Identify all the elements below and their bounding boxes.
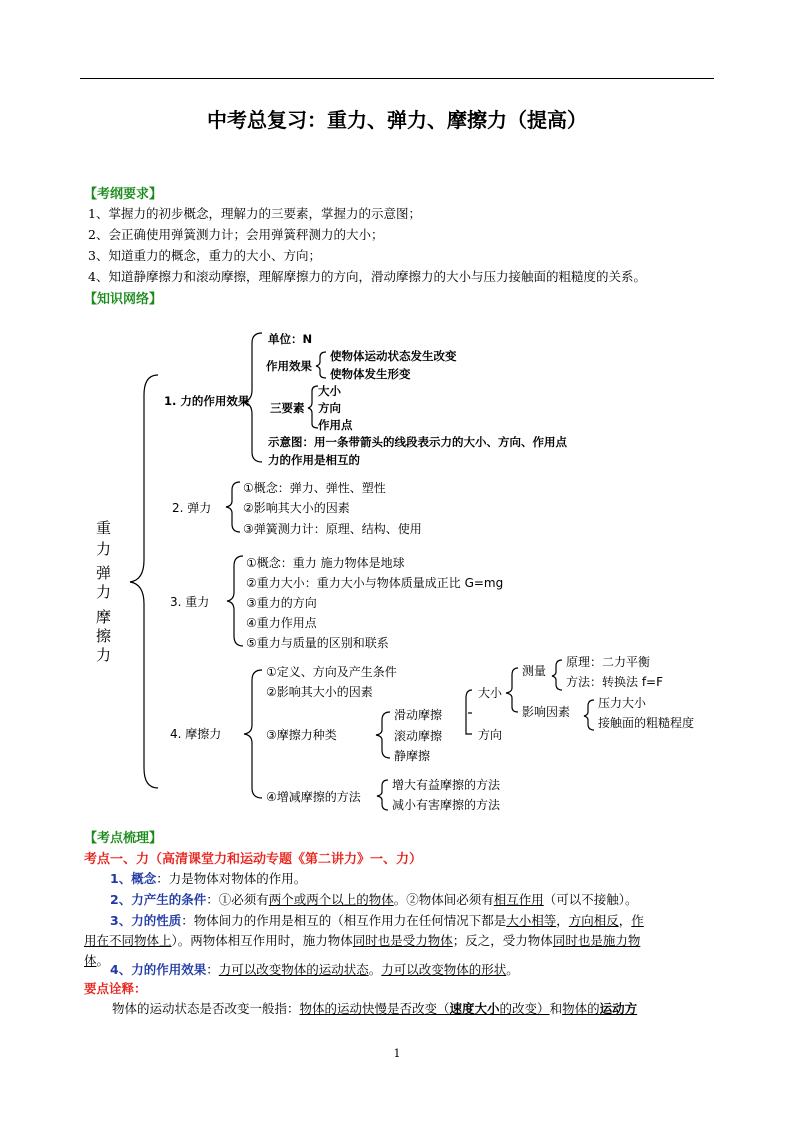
point-4-text-b: 力可以改变物体的运动状态 bbox=[218, 962, 369, 977]
elastic-item-3: ③弹簧测力计：原理、结构、使用 bbox=[243, 522, 422, 536]
friction-item-3: ③摩擦力种类 bbox=[266, 728, 337, 742]
point-2-text-a: ：①必须有 bbox=[206, 892, 269, 907]
root-char-5: 摩 bbox=[96, 608, 112, 626]
force-effect: 作用效果 bbox=[266, 359, 312, 373]
point-4-text-c: 。 bbox=[368, 962, 382, 977]
point-3-line-3 bbox=[84, 951, 109, 969]
friction-kind-2: 滚动摩擦 bbox=[394, 729, 443, 743]
point-3-text-j: ；反之，受力物体 bbox=[452, 933, 553, 948]
gravity-item-3: ③重力的方向 bbox=[246, 596, 317, 610]
point-3-text-m: 。 bbox=[96, 953, 110, 968]
point-4-text-a: ： bbox=[206, 962, 219, 977]
point-4-label: 4、力的作用效果 bbox=[110, 962, 207, 977]
note-text-g: 运动方 bbox=[599, 1001, 638, 1016]
root-brace bbox=[130, 375, 158, 788]
force-three-3: 作用点 bbox=[318, 418, 353, 432]
point-2-label: 2、力产生的条件 bbox=[110, 892, 207, 907]
syllabus-item-4: 4、知道静摩擦力和滚动摩擦，理解摩擦力的方向，滑动摩擦力的大小与压力接触面的粗糙度的关系。 bbox=[88, 269, 646, 284]
friction-direction: 方向 bbox=[478, 728, 503, 742]
point-1-label: 1、概念 bbox=[110, 871, 157, 886]
point-3-text-k: 同时也是施力物 bbox=[552, 933, 641, 948]
point-2 bbox=[110, 890, 638, 908]
point-3-text-d: 方向相反 bbox=[568, 913, 619, 928]
points-header: 【考点梳理】 bbox=[84, 831, 163, 846]
point-4 bbox=[110, 960, 519, 978]
note-text-e: 和 bbox=[549, 1001, 563, 1016]
friction-method-2: 减小有害摩擦的方法 bbox=[392, 798, 501, 812]
force-label: 1. 力的作用效果 bbox=[164, 394, 250, 408]
root-char-6: 擦 bbox=[96, 627, 112, 645]
force-unit: 单位：N bbox=[268, 332, 313, 346]
point-3-line-2 bbox=[84, 931, 640, 949]
friction-kind-3: 静摩擦 bbox=[394, 749, 431, 763]
gravity-item-5: ⑤重力与质量的区别和联系 bbox=[246, 636, 389, 650]
friction-measure-2: 方法：转换法 f=F bbox=[566, 675, 663, 689]
root-char-3: 弹 bbox=[96, 564, 112, 582]
point-2-text-e: （可以不接触）。 bbox=[543, 892, 638, 907]
friction-item-2: ②影响其大小的因素 bbox=[266, 685, 373, 699]
point-2-text-b: 两个或两个以上的物体 bbox=[268, 892, 394, 907]
gravity-item-1: ①概念：重力 施力物体是地球 bbox=[246, 556, 405, 570]
root-char-1: 重 bbox=[96, 519, 112, 537]
gravity-item-2: ②重力大小：重力大小与物体质量成正比 G=mg bbox=[246, 576, 504, 590]
point-3-line-1 bbox=[110, 911, 644, 929]
elastic-brace bbox=[226, 482, 240, 532]
force-diagram: 示意图：用一条带箭头的线段表示力的大小、方向、作用点 bbox=[268, 435, 567, 449]
note-text-b: 物体的运动快慢是否改变（ bbox=[299, 1001, 450, 1016]
point-3-text-f: 作 bbox=[631, 913, 644, 928]
note-text-f: 物体的 bbox=[562, 1001, 600, 1016]
note-text-a: 物体的运动状态是否改变一般指： bbox=[112, 1001, 300, 1016]
point-2-text-d: 相互作用 bbox=[493, 892, 544, 907]
topic-heading: 考点一、力（高清课堂力和运动专题《第二讲力》一、力） bbox=[84, 852, 423, 867]
note-label: 要点诠释： bbox=[84, 981, 147, 996]
note-text bbox=[112, 999, 637, 1017]
point-1-text: ：力是物体对物体的作用。 bbox=[156, 871, 307, 886]
point-3-label: 3、力的性质 bbox=[110, 913, 182, 928]
network-header: 【知识网络】 bbox=[84, 292, 163, 307]
page-title: 中考总复习：重力、弹力、摩擦力（提高） bbox=[207, 108, 587, 132]
gravity-brace bbox=[227, 556, 243, 646]
friction-label: 4. 摩擦力 bbox=[170, 727, 222, 741]
point-3-text-b: 大小相等 bbox=[506, 913, 557, 928]
point-3-text-l: 体 bbox=[84, 953, 97, 968]
page-number: 1 bbox=[393, 1047, 401, 1060]
point-4-text-e: 。 bbox=[506, 962, 519, 977]
friction-measure: 测量 bbox=[522, 664, 547, 678]
syllabus-item-3: 3、知道重力的概念，重力的大小、方向； bbox=[88, 248, 321, 263]
gravity-item-4: ④重力作用点 bbox=[246, 616, 317, 630]
friction-brace bbox=[244, 670, 262, 798]
force-three-1: 大小 bbox=[318, 384, 341, 398]
friction-factor-1: 压力大小 bbox=[598, 696, 647, 710]
elastic-label: 2. 弹力 bbox=[172, 501, 212, 515]
force-three-2: 方向 bbox=[318, 401, 341, 415]
point-2-text-c: 。②物体间必须有 bbox=[393, 892, 494, 907]
friction-method-1: 增大有益摩擦的方法 bbox=[392, 778, 501, 792]
friction-size: 大小 bbox=[478, 686, 503, 700]
friction-measure-1: 原理：二力平衡 bbox=[566, 655, 651, 669]
elastic-item-1: ①概念：弹力、弹性、塑性 bbox=[243, 481, 386, 495]
point-3-text-e: ， bbox=[618, 913, 632, 928]
note-text-d: 的改变） bbox=[499, 1001, 550, 1016]
friction-factor-2: 接触面的粗糙程度 bbox=[598, 716, 695, 730]
syllabus-item-1: 1、掌握力的初步概念，理解力的三要素，掌握力的示意图； bbox=[88, 206, 421, 221]
root-char-4: 力 bbox=[96, 583, 112, 601]
gravity-label: 3. 重力 bbox=[170, 595, 210, 609]
elastic-item-2: ②影响其大小的因素 bbox=[243, 501, 350, 515]
point-3-text-g: 用在不同物体上 bbox=[84, 933, 172, 948]
force-effect-1: 使物体运动状态发生改变 bbox=[330, 349, 457, 363]
syllabus-item-2: 2、会正确使用弹簧测力计；会用弹簧秤测力的大小； bbox=[88, 227, 384, 242]
friction-item-1: ①定义、方向及产生条件 bbox=[266, 665, 397, 679]
force-effect-2: 使物体发生形变 bbox=[330, 367, 411, 381]
root-char-2: 力 bbox=[96, 540, 112, 558]
point-3-text-c: ， bbox=[556, 913, 569, 928]
friction-kind-1: 滑动摩擦 bbox=[394, 708, 443, 722]
point-3-text-i: 同时也是受力物体 bbox=[352, 933, 453, 948]
point-1 bbox=[110, 869, 306, 887]
point-3-text-a: ：物体间力的作用是相互的（相互作用力在任何情况下都是 bbox=[181, 913, 507, 928]
friction-factors: 影响因素 bbox=[522, 705, 571, 719]
force-mutual: 力的作用是相互的 bbox=[268, 453, 360, 467]
root-char-7: 力 bbox=[96, 646, 112, 664]
point-4-text-d: 力可以改变物体的形状 bbox=[381, 962, 507, 977]
friction-item-4: ④增减摩擦的方法 bbox=[266, 790, 361, 804]
force-three: 三要素 bbox=[270, 401, 305, 415]
syllabus-header: 【考纲要求】 bbox=[84, 187, 163, 202]
point-3-text-h: ）。两物体相互作用时，施力物体 bbox=[171, 933, 353, 948]
note-text-c: 速度大小 bbox=[449, 1001, 500, 1016]
